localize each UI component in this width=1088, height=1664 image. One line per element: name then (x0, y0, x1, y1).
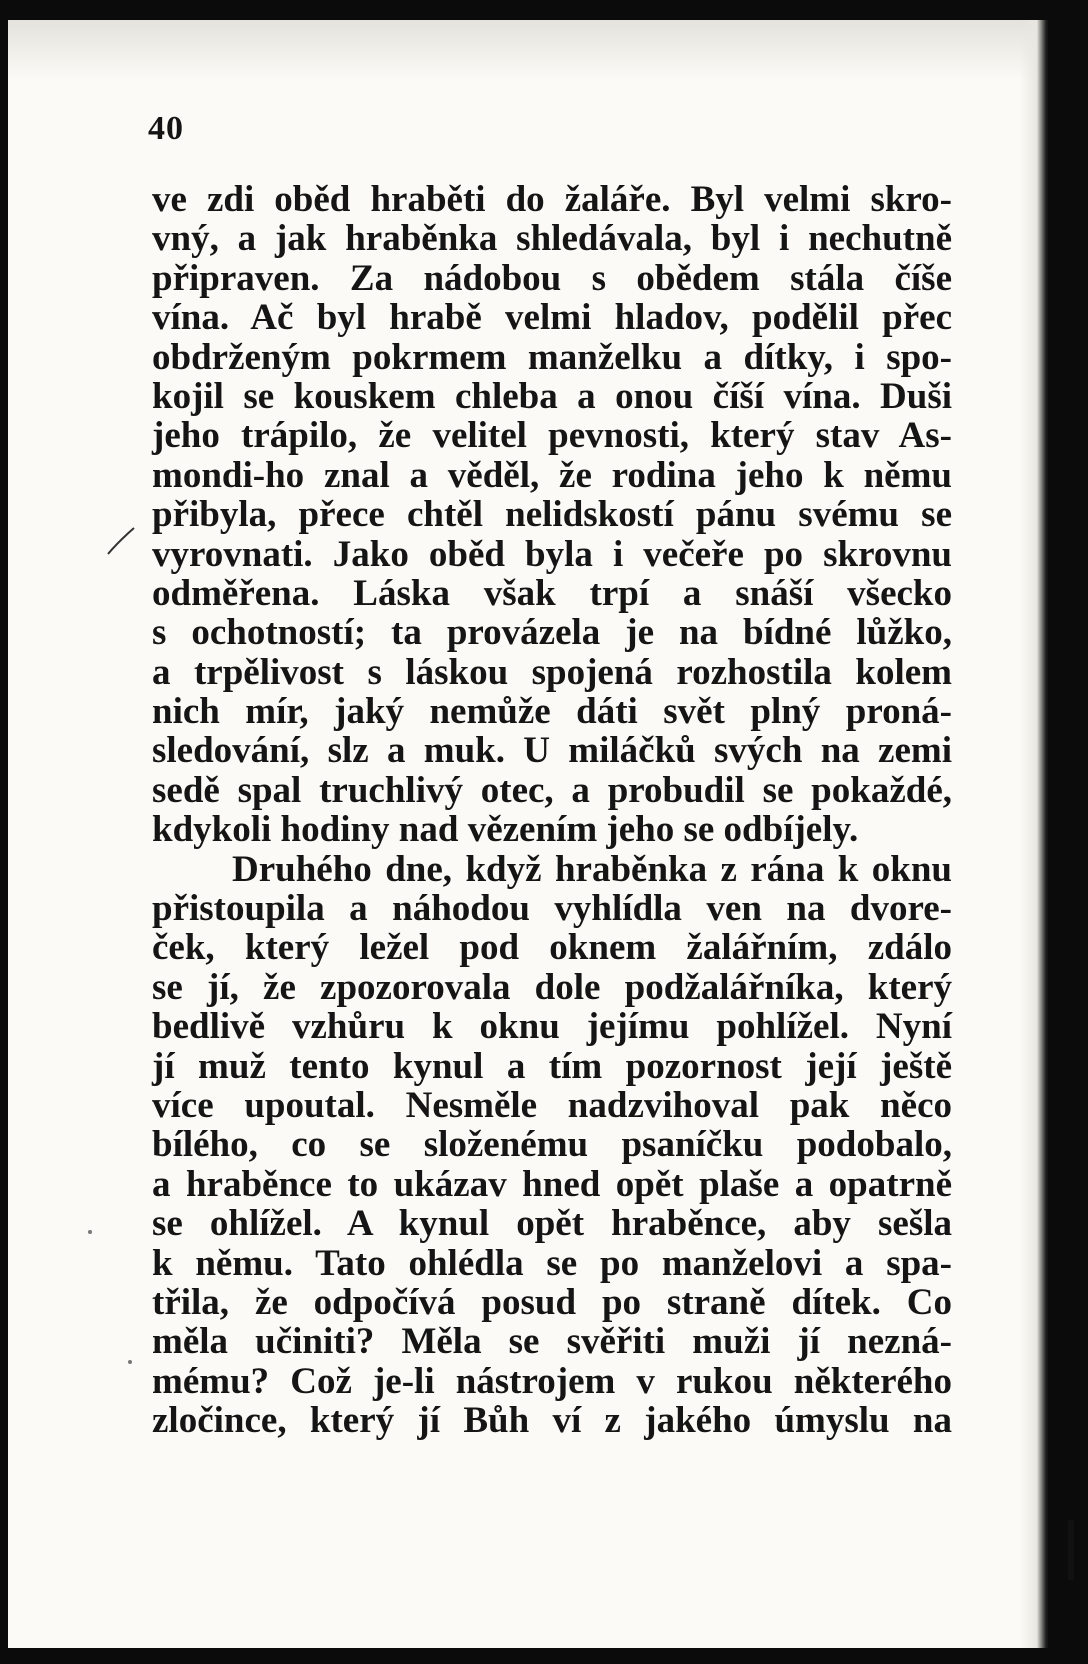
text-line: obdrženým pokrmem manželku a dítky, i spo- (152, 336, 952, 378)
text-line: k němu. Tato ohlédla se po manželovi a spa- (152, 1242, 952, 1284)
edge-mark (1068, 1520, 1074, 1580)
text-line: bílého, co se složenému psaníčku podobalo, (152, 1124, 952, 1166)
text-line: přistoupila a náhodou vyhlídla ven na dvore- (152, 888, 952, 930)
text-line: ve zdi oběd hraběti do žaláře. Byl velmi skro- (152, 179, 952, 220)
text-line: jeho trápilo, že velitel pevnosti, který stav As- (152, 415, 952, 457)
margin-pencil-mark (104, 520, 144, 560)
text-line: vyrovnati. Jako oběd byla i večeře po skrovnu (152, 533, 952, 575)
text-line: a hraběnce to ukázav hned opět plaše a opatrně (152, 1163, 952, 1205)
text-line: a trpělivost s láskou spojená rozhostila kolem (152, 651, 952, 693)
book-page (8, 20, 1048, 1648)
text-line: měla učiniti? Měla se svěřiti muži jí nezná- (152, 1321, 952, 1363)
text-line: zločince, který jí Bůh ví z jakého úmyslu na (152, 1400, 952, 1442)
text-line: se jí, že zpozorovala dole podžalářníka, který (152, 966, 952, 1008)
text-line: odměřena. Láska však trpí a snáší všecko (152, 572, 952, 614)
text-line: více upoutal. Nesměle nadzvihoval pak něco (152, 1084, 952, 1126)
text-line: kojil se kouskem chleba a onou číší vína. Duši (152, 375, 952, 417)
text-line: bedlivě vzhůru k oknu jejímu pohlížel. Nyní (152, 1006, 952, 1048)
text-line: mondi-ho znal a věděl, že rodina jeho k němu (152, 454, 952, 496)
text-line: mému? Což je-li nástrojem v rukou některého (152, 1360, 952, 1402)
body-text (152, 180, 952, 1441)
text-line: ček, který ležel pod oknem žalářním, zdálo (152, 927, 952, 969)
text-line: přibyla, přece chtěl nelidskostí pánu svému se (152, 494, 952, 536)
text-line: nich mír, jaký nemůže dáti svět plný proná- (152, 691, 952, 733)
text-line: kdykoli hodiny nad vězením jeho se odbíjely. (152, 809, 859, 851)
page-gutter (1020, 20, 1048, 1648)
text-line: vný, a jak hraběnka shledávala, byl i nechutně (152, 218, 952, 260)
page-number: 40 (148, 110, 184, 147)
text-line: vína. Ač byl hrabě velmi hladov, podělil přec (152, 297, 952, 339)
text-line: třila, že odpočívá posud po straně dítek. Co (152, 1281, 952, 1323)
speck (128, 1360, 132, 1364)
text-line: s ochotností; ta provázela je na bídné lůžko, (152, 612, 952, 654)
text-line: jí muž tento kynul a tím pozornost její ještě (152, 1045, 952, 1087)
page-shadow (8, 20, 1048, 80)
text-line: sedě spal truchlivý otec, a probudil se pokaždé, (152, 769, 952, 811)
text-line: sledování, slz a muk. U miláčků svých na zemi (152, 730, 952, 772)
text-line: Druhého dne, když hraběnka z rána k oknu (232, 848, 952, 890)
speck (88, 1230, 92, 1234)
text-line: připraven. Za nádobou s obědem stála číše (152, 257, 952, 299)
text-line: se ohlížel. A kynul opět hraběnce, aby sešla (152, 1203, 952, 1245)
